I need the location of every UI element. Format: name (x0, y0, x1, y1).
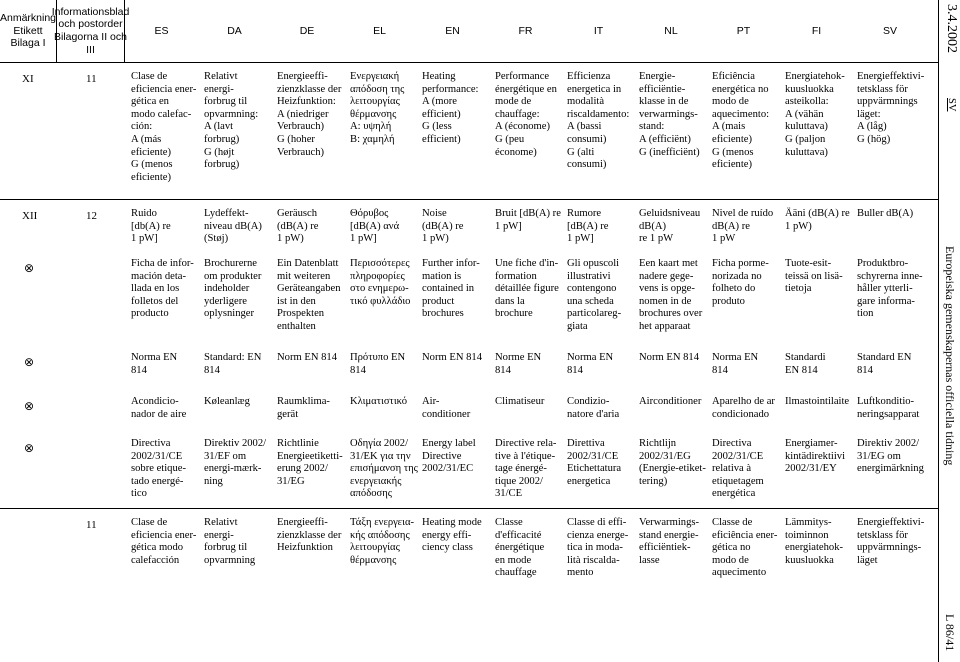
row-xii-fi: Ääni (dB(A) re 1 pW) (785, 208, 850, 232)
row-xii-en: Noise (dB(A) re 1 pW) (422, 208, 464, 245)
circled-x-icon: ⊗ (24, 261, 35, 275)
row-divider (0, 199, 938, 200)
circled-x-icon: ⊗ (24, 441, 35, 455)
row-xi-it: Efficienza energetica in modalità riscaldamento: A (bassi consumi) G (alti consumi) (567, 71, 630, 171)
acond-de: Raumklima- gerät (277, 396, 330, 420)
norma-sv: Standard EN 814 (857, 352, 912, 376)
acond-sv: Luftkonditio- neringsapparat (857, 396, 920, 420)
row-xi-de: Energieeffi- zienzklasse der Heizfunktion: A (niedriger Verbrauch) G (hoher Verbrauch) (277, 71, 342, 158)
last-fi: Lämmitys- toiminnon energiatehok- kuusluokka (785, 517, 844, 566)
norma-el: Πρότυπο EN 814 (350, 352, 406, 376)
last-sv: Energieffektivi- tetsklass för uppvärmnings- läget (857, 517, 925, 566)
norma-es: Norma EN 814 (131, 352, 178, 376)
norma-it: Norma EN 814 (567, 352, 614, 376)
row-xi-nl: Energie- efficiëntie- klasse in de verwarmings- stand: A (efficiënt) G (inefficiënt) (639, 71, 700, 158)
row-xii-sv: Buller dB(A) (857, 208, 914, 219)
row-xi-fr: Performance énergétique en mode de chauffage: A (économe) G (peu économe) (495, 71, 557, 158)
row-xii-pt: Nivel de ruído dB(A) re 1 pW (712, 208, 774, 245)
row-xi-sv: Energieffektivi- tetsklass för uppvärmnings läget: A (låg) G (hög) (857, 71, 925, 145)
row-xii-it: Rumore [dB(A) re 1 pW] (567, 208, 609, 245)
row-xi-fi: Energiatehok- kuusluokka asteikolla: A (vähän kuluttava) G (paljon kuluttava) (785, 71, 845, 158)
last-it: Classe di effi- cienza energe- tica in moda- lità riscalda- mento (567, 517, 629, 579)
circled-x-icon: ⊗ (24, 399, 35, 413)
table-header (0, 0, 938, 63)
lang-it: IT (593, 24, 604, 37)
directiva-el: Οδηγία 2002/ 31/ΕΚ για την επισήμανση της ενεργειακής απόδοσης (350, 438, 418, 500)
lang-sv: SV (882, 24, 897, 37)
directiva-fr: Directive rela- tive à l'étique- tage énergé- tique 2002/ 31/CE (495, 438, 557, 500)
ficha-en: Further infor- mation is contained in product brochures (422, 258, 480, 320)
ficha-da: Brochurerne om produkter indeholder yderligere oplysninger (204, 258, 262, 320)
ficha-fr: Une fiche d'in- formation détaillée figure dans la brochure (495, 258, 559, 320)
acond-el: Κλιματιστικό (350, 396, 408, 407)
lang-fr: FR (518, 24, 533, 37)
journal-title: Europeiska gemenskapernas officiella tidning (943, 246, 957, 466)
header-remark-label (0, 0, 57, 62)
row-xii-nl: Geluidsniveau dB(A) re 1 pW (639, 208, 701, 245)
directiva-it: Direttiva 2002/31/CE Etichettatura energetica (567, 438, 622, 487)
lang-el: EL (373, 24, 386, 37)
ficha-pt: Ficha porme- norizada no folheto do produto (712, 258, 769, 307)
last-nl: Verwarmings- stand energie- efficiëntiek- lasse (639, 517, 700, 566)
lang-es: ES (154, 24, 169, 37)
norma-pt: Norma EN 814 (712, 352, 759, 376)
ficha-de: Ein Datenblatt mit weiteren Geräteangaben ist in den Prospekten enthalten (277, 258, 341, 332)
row-xii-el: Θόρυβος [dB(A) ανά 1 pW] (350, 208, 400, 245)
language-box (939, 94, 959, 116)
row-xii-da: Lydeffekt- niveau dB(A) (Støj) (204, 208, 262, 245)
directiva-pt: Directiva 2002/31/CE relativa à etiquetagem energética (712, 438, 764, 500)
language-code: SV (946, 98, 957, 112)
acond-pt: Aparelho de ar condicionado (712, 396, 775, 420)
directiva-en: Energy label Directive 2002/31/EC (422, 438, 476, 475)
ficha-el: Περισσότερες πληροφορίες στο ενημερω- τικό φυλλάδιο (350, 258, 411, 307)
last-en: Heating mode energy effi- ciency class (422, 517, 482, 554)
row-xii-roman: XII (22, 210, 38, 222)
directiva-de: Richtlinie Energieetiketti- erung 2002/ 31/EG (277, 438, 343, 487)
acond-da: Køleanlæg (204, 396, 250, 407)
ficha-nl: Een kaart met nadere gege- vens is opge- nomen in de brochures over het apparaat (639, 258, 703, 332)
header-infosheet-label (51, 0, 130, 62)
lang-fi: FI (811, 24, 822, 37)
last-de: Energieeffi- zienzklasse der Heizfunktion (277, 517, 342, 554)
row-xi-el: Ενεργειακή απόδοση της λειτουργίας θέρμανσης Α: υψηλή Β: χαμηλή (350, 71, 405, 145)
row-last-number: 11 (86, 519, 97, 531)
lang-da: DA (227, 24, 242, 37)
row-xi-number: 11 (86, 73, 97, 85)
acond-nl: Airconditioner (639, 396, 702, 407)
row-xi-roman: XI (22, 73, 34, 85)
row-xii-de: Geräusch (dB(A) re 1 pW) (277, 208, 319, 245)
ficha-it: Gli opuscoli illustrativi contengono una scheda particolareg- giata (567, 258, 622, 332)
page-reference: L 86/41 (943, 614, 957, 652)
row-divider (0, 508, 938, 509)
directiva-da: Direktiv 2002/ 31/EF om energi-mærk- ning (204, 438, 267, 487)
norma-en: Norm EN 814 (422, 352, 483, 363)
acond-fi: Ilmastointilaite (785, 396, 850, 407)
ficha-sv: Produktbro- schyrerna inne- håller ytterli- gare informa- tion (857, 258, 923, 320)
norma-de: Norm EN 814 (277, 352, 338, 363)
directiva-sv: Direktiv 2002/ 31/EG om energimärkning (857, 438, 924, 475)
last-el: Τάξη ενεργεια- κής απόδοσης λειτουργίας θέρμανσης (350, 517, 415, 566)
row-xii-fr: Bruit [dB(A) re 1 pW] (495, 208, 561, 232)
ficha-fi: Tuote-esit- teissä on lisä- tietoja (785, 258, 843, 295)
circled-x-icon: ⊗ (24, 355, 35, 369)
header-infosheet-text: Informationsblad och postorder Bilagorna II och III (51, 5, 130, 56)
row-xi-en: Heating performance: A (more efficient) G (less efficient) (422, 71, 479, 145)
acond-es: Acondicio- nador de aire (131, 396, 187, 420)
lang-en: EN (445, 24, 460, 37)
norma-fi: Standardi EN 814 (785, 352, 826, 376)
header-remark-text: Anmärkning Etikett Bilaga I (0, 12, 57, 50)
norma-nl: Norm EN 814 (639, 352, 700, 363)
directiva-es: Directiva 2002/31/CE sobre etique- tado energé- tico (131, 438, 187, 500)
norma-fr: Norme EN 814 (495, 352, 542, 376)
row-xi-da: Relativt energi- forbrug til opvarmning: A (lavt forbrug) G (højt forbrug) (204, 71, 259, 171)
norma-da: Standard: EN 814 (204, 352, 262, 376)
last-da: Relativt energi- forbrug til opvarmning (204, 517, 256, 566)
lang-de: DE (299, 24, 315, 37)
last-pt: Classe de eficiência ener- gética no modo de aquecimento (712, 517, 778, 579)
lang-pt: PT (736, 24, 751, 37)
acond-fr: Climatiseur (495, 396, 545, 407)
row-xii-es: Ruido [db(A) re 1 pW] (131, 208, 171, 245)
row-xi-es: Clase de eficiencia ener- gética en modo calefac- ción: A (más eficiente) G (menos eficiente) (131, 71, 197, 183)
acond-it: Condizio- natore d'aria (567, 396, 620, 420)
acond-en: Air- conditioner (422, 396, 471, 420)
last-fr: Classe d'efficacité énergétique en mode chauffage (495, 517, 545, 579)
last-es: Clase de eficiencia ener- gética modo calefacción (131, 517, 197, 566)
ficha-es: Ficha de infor- mación deta- llada en los folletos del producto (131, 258, 194, 320)
row-xi-pt: Eficiência energética no modo de aquecimento: A (mais eficiente) G (menos eficiente) (712, 71, 770, 171)
publication-date: 3.4.2002 (944, 4, 959, 53)
directiva-fi: Energiamer- kintädirektiivi 2002/31/EY (785, 438, 846, 475)
row-xii-number: 12 (86, 210, 97, 222)
directiva-nl: Richtlijn 2002/31/EG (Energie-etiket- tering) (639, 438, 706, 487)
lang-nl: NL (664, 24, 678, 37)
